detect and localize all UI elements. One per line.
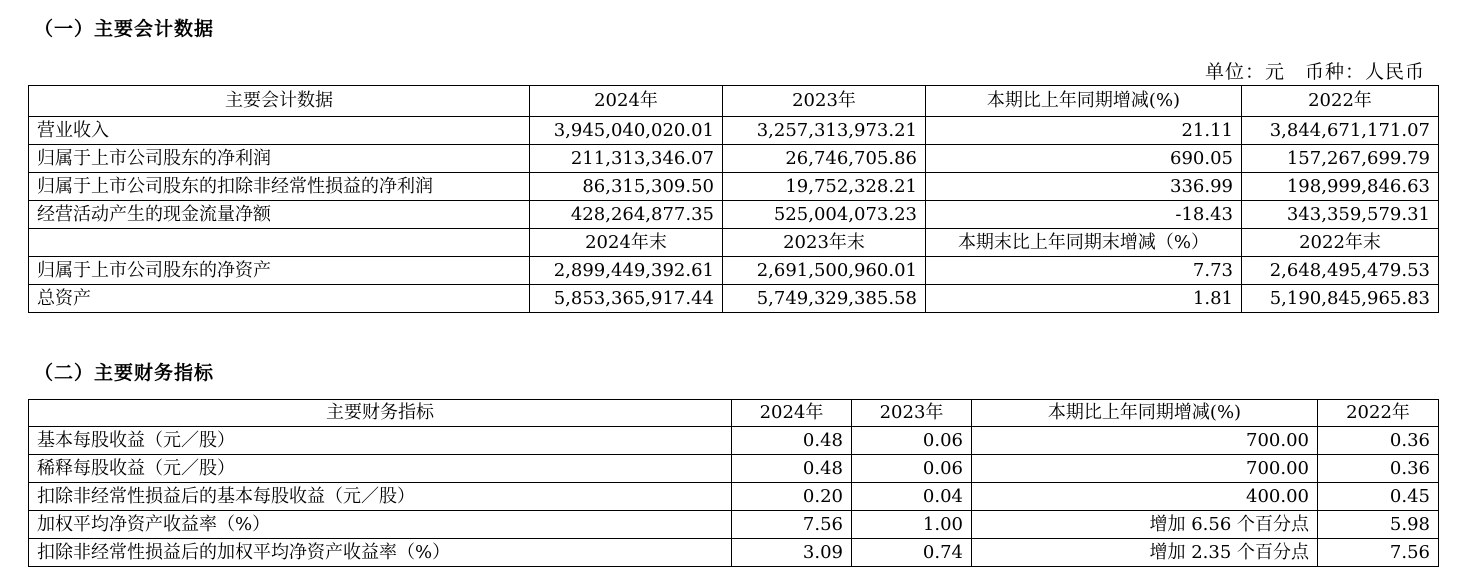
value-cell: 343,359,579.31 xyxy=(1242,201,1439,229)
value-cell: 0.36 xyxy=(1318,455,1439,483)
value-cell: 5,190,845,965.83 xyxy=(1242,285,1439,313)
value-cell: 3,844,671,171.07 xyxy=(1242,117,1439,145)
value-cell: 0.06 xyxy=(852,427,972,455)
header-cell: 2024年 xyxy=(732,400,852,427)
header-cell: 主要会计数据 xyxy=(29,86,530,117)
header-cell: 2023年 xyxy=(852,400,972,427)
value-cell: 211,313,346.07 xyxy=(530,145,723,173)
table-row xyxy=(29,201,1439,229)
row-label: 归属于上市公司股东的扣除非经常性损益的净利润 xyxy=(29,173,530,201)
value-cell: 5.98 xyxy=(1318,511,1439,539)
value-cell: 3.09 xyxy=(732,539,852,567)
row-label: 归属于上市公司股东的净利润 xyxy=(29,145,530,173)
value-cell: 1.00 xyxy=(852,511,972,539)
value-cell: 428,264,877.35 xyxy=(530,201,723,229)
table-row xyxy=(29,117,1439,145)
section-title-accounting: （一）主要会计数据 xyxy=(34,18,215,40)
value-cell: 0.45 xyxy=(1318,483,1439,511)
value-cell: 690.05 xyxy=(926,145,1242,173)
value-cell: 2,899,449,392.61 xyxy=(530,257,723,285)
table-row xyxy=(29,145,1439,173)
table-row xyxy=(29,427,1439,455)
row-label: 稀释每股收益（元／股） xyxy=(29,455,732,483)
value-cell: 1.81 xyxy=(926,285,1242,313)
header-cell: 2024年 xyxy=(530,86,723,117)
value-cell: 0.74 xyxy=(852,539,972,567)
row-label: 经营活动产生的现金流量净额 xyxy=(29,201,530,229)
value-cell: 525,004,073.23 xyxy=(723,201,926,229)
table-row xyxy=(29,173,1439,201)
value-cell: 7.56 xyxy=(1318,539,1439,567)
row-label: 扣除非经常性损益后的加权平均净资产收益率（%） xyxy=(29,539,732,567)
table-row xyxy=(29,455,1439,483)
value-cell: 7.73 xyxy=(926,257,1242,285)
value-cell: 2,648,495,479.53 xyxy=(1242,257,1439,285)
header-cell: 2022年 xyxy=(1318,400,1439,427)
row-label: 基本每股收益（元／股） xyxy=(29,427,732,455)
value-cell: 157,267,699.79 xyxy=(1242,145,1439,173)
header-cell: 主要财务指标 xyxy=(29,400,732,427)
header-cell: 本期比上年同期增减(%) xyxy=(926,86,1242,117)
header-cell: 2024年末 xyxy=(530,229,723,257)
value-cell: 2,691,500,960.01 xyxy=(723,257,926,285)
row-label: 加权平均净资产收益率（%） xyxy=(29,511,732,539)
value-cell: 198,999,846.63 xyxy=(1242,173,1439,201)
header-cell xyxy=(29,229,530,257)
table-row xyxy=(29,257,1439,285)
value-cell: 0.36 xyxy=(1318,427,1439,455)
value-cell: 增加 2.35 个百分点 xyxy=(972,539,1318,567)
value-cell: 700.00 xyxy=(972,455,1318,483)
section-title-financial-indicators: （二）主要财务指标 xyxy=(34,362,215,384)
value-cell: 86,315,309.50 xyxy=(530,173,723,201)
header-cell: 2023年 xyxy=(723,86,926,117)
table-header-row xyxy=(29,400,1439,427)
value-cell: 0.20 xyxy=(732,483,852,511)
header-cell: 2022年 xyxy=(1242,86,1439,117)
value-cell: 7.56 xyxy=(732,511,852,539)
accounting-data-table xyxy=(28,85,1439,313)
value-cell: 0.48 xyxy=(732,427,852,455)
value-cell: 5,853,365,917.44 xyxy=(530,285,723,313)
table-row xyxy=(29,539,1439,567)
value-cell: 336.99 xyxy=(926,173,1242,201)
table-row xyxy=(29,285,1439,313)
value-cell: 19,752,328.21 xyxy=(723,173,926,201)
value-cell: 0.48 xyxy=(732,455,852,483)
value-cell: 增加 6.56 个百分点 xyxy=(972,511,1318,539)
value-cell: 3,257,313,973.21 xyxy=(723,117,926,145)
row-label: 扣除非经常性损益后的基本每股收益（元／股） xyxy=(29,483,732,511)
table-row xyxy=(29,483,1439,511)
financial-indicators-table xyxy=(28,399,1439,567)
value-cell: 26,746,705.86 xyxy=(723,145,926,173)
table-row xyxy=(29,511,1439,539)
header-cell: 本期末比上年同期末增减（%） xyxy=(926,229,1242,257)
row-label: 营业收入 xyxy=(29,117,530,145)
value-cell: -18.43 xyxy=(926,201,1242,229)
value-cell: 0.06 xyxy=(852,455,972,483)
value-cell: 0.04 xyxy=(852,483,972,511)
value-cell: 5,749,329,385.58 xyxy=(723,285,926,313)
value-cell: 400.00 xyxy=(972,483,1318,511)
header-cell: 2022年末 xyxy=(1242,229,1439,257)
table-subheader-row xyxy=(29,229,1439,257)
value-cell: 21.11 xyxy=(926,117,1242,145)
header-cell: 本期比上年同期增减(%) xyxy=(972,400,1318,427)
value-cell: 700.00 xyxy=(972,427,1318,455)
unit-note: 单位：元 币种：人民币 xyxy=(1204,61,1425,83)
value-cell: 3,945,040,020.01 xyxy=(530,117,723,145)
header-cell: 2023年末 xyxy=(723,229,926,257)
row-label: 总资产 xyxy=(29,285,530,313)
table-header-row xyxy=(29,86,1439,117)
row-label: 归属于上市公司股东的净资产 xyxy=(29,257,530,285)
